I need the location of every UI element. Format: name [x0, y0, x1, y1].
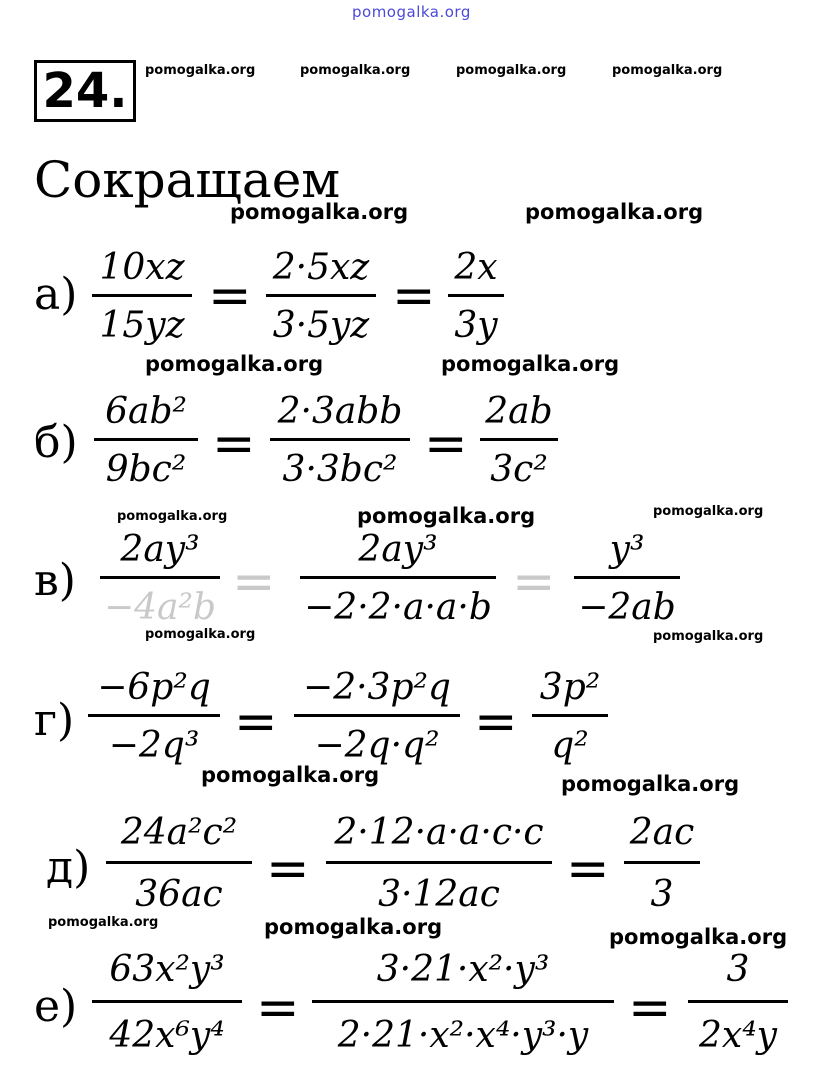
denominator: −2q·q²: [314, 725, 440, 766]
equals-sign: =: [628, 978, 672, 1038]
equals-sign: =: [256, 978, 300, 1038]
numerator: −2·3p²q: [303, 667, 451, 708]
equals-sign: =: [212, 414, 256, 474]
numerator: 2·5xz: [272, 247, 370, 288]
numerator: −6p²q: [97, 667, 211, 708]
numerator: 2ac: [629, 812, 695, 853]
fraction-bar: [574, 576, 680, 579]
numerator: 2·3abb: [277, 391, 403, 432]
numerator: 2·12·a·a·c·c: [334, 812, 544, 853]
denominator: 3·3bc²: [282, 449, 398, 490]
denominator: −2·2·a·a·b: [304, 587, 492, 628]
equals-sign: =: [266, 839, 310, 899]
item-label: д): [46, 842, 91, 893]
fraction-bar: [88, 714, 220, 717]
fraction-bar: [532, 714, 608, 717]
watermark: pomogalka.org: [561, 772, 740, 796]
watermark: pomogalka.org: [264, 915, 443, 939]
denominator: 9bc²: [105, 449, 187, 490]
equals-sign: =: [474, 692, 518, 752]
watermark: pomogalka.org: [230, 200, 409, 224]
watermark: pomogalka.org: [48, 915, 159, 930]
watermark: pomogalka.org: [525, 200, 704, 224]
fraction-bar: [92, 294, 192, 297]
numerator: 3·21·x²·y³: [376, 949, 550, 990]
item-label: е): [34, 981, 78, 1032]
item-label: а): [34, 269, 78, 320]
fraction-bar: [312, 1000, 614, 1003]
equals-sign: =: [232, 552, 276, 612]
numerator: 2ay³: [120, 529, 200, 570]
denominator: −4a²b: [103, 587, 216, 628]
equals-sign: =: [208, 266, 252, 326]
watermark: pomogalka.org: [201, 763, 380, 787]
denominator: q²: [551, 725, 589, 766]
denominator: 15yz: [99, 305, 185, 346]
task-number: 24.: [34, 60, 136, 122]
fraction-bar: [294, 714, 460, 717]
fraction-bar: [624, 861, 700, 864]
fraction-bar: [326, 861, 552, 864]
watermark: pomogalka.org: [653, 504, 764, 519]
denominator: 3·5yz: [272, 305, 370, 346]
numerator: 3p²: [539, 667, 601, 708]
watermark: pomogalka.org: [456, 63, 567, 78]
equals-sign: =: [566, 839, 610, 899]
denominator: 3: [650, 874, 674, 915]
fraction-bar: [94, 438, 198, 441]
fraction-bar: [106, 861, 252, 864]
denominator: 3c²: [490, 449, 548, 490]
watermark: pomogalka.org: [145, 627, 256, 642]
fraction-bar: [448, 294, 504, 297]
item-label: б): [34, 417, 78, 468]
numerator: 2ab: [485, 391, 553, 432]
fraction-bar: [300, 576, 496, 579]
equals-sign: =: [424, 414, 468, 474]
item-label: г): [34, 695, 75, 746]
numerator: y³: [609, 529, 645, 570]
watermark: pomogalka.org: [441, 352, 620, 376]
top-watermark: pomogalka.org: [352, 3, 471, 21]
numerator: 2ay³: [358, 529, 438, 570]
numerator: 24a²c²: [120, 812, 238, 853]
watermark: pomogalka.org: [609, 925, 788, 949]
fraction-bar: [266, 294, 376, 297]
fraction-bar: [100, 576, 220, 579]
watermark: pomogalka.org: [117, 509, 228, 524]
equals-sign: =: [234, 692, 278, 752]
numerator: 2x: [454, 247, 498, 288]
equals-sign: =: [392, 266, 436, 326]
fraction-bar: [92, 1000, 242, 1003]
denominator: −2ab: [578, 587, 676, 628]
fraction-bar: [270, 438, 410, 441]
numerator: 6ab²: [105, 391, 187, 432]
denominator: −2q³: [108, 725, 200, 766]
watermark: pomogalka.org: [300, 63, 411, 78]
equals-sign: =: [512, 552, 556, 612]
numerator: 3: [726, 949, 750, 990]
denominator: 2x⁴y: [699, 1015, 777, 1056]
denominator: 2·21·x²·x⁴·y³·y: [337, 1015, 589, 1056]
item-label: в): [34, 555, 76, 606]
denominator: 42x⁶y⁴: [109, 1015, 225, 1056]
heading: Сокращаем: [34, 151, 341, 209]
denominator: 3·12ac: [378, 874, 500, 915]
watermark: pomogalka.org: [357, 504, 536, 528]
denominator: 36ac: [135, 874, 223, 915]
numerator: 10xz: [99, 247, 185, 288]
watermark: pomogalka.org: [653, 629, 764, 644]
watermark: pomogalka.org: [612, 63, 723, 78]
denominator: 3y: [454, 305, 498, 346]
fraction-bar: [688, 1000, 788, 1003]
numerator: 63x²y³: [109, 949, 225, 990]
fraction-bar: [480, 438, 558, 441]
watermark: pomogalka.org: [145, 63, 256, 78]
watermark: pomogalka.org: [145, 352, 324, 376]
